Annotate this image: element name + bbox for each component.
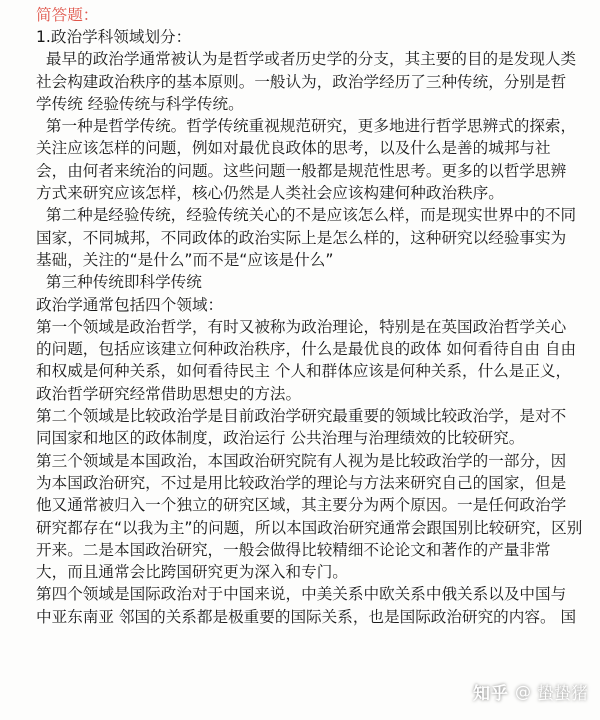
- document-body: [36, 4, 590, 628]
- text-line: 方式来研究应该怎样，核心仍然是人类社会应该构建何种政治秩序。: [36, 184, 504, 203]
- text-line: 政治哲学研究经常借助思想史的方法。: [36, 384, 302, 403]
- text-line: 同国家和地区的政体制度，政治运行 公共治理与治理绩效的比较研究。: [36, 429, 525, 448]
- text-line: 国家，不同城邦，不同政体的政治实际上是怎么样的，这种研究以经验事实为: [36, 228, 567, 247]
- text-line: 最早的政治学通常被认为是哲学或者历史学的分支，其主要的目的是发现人类: [36, 50, 577, 69]
- watermark-author: 蛰蛰猪: [537, 684, 588, 704]
- text-line: 和权威是何种关系，如何看待民主 个人和群体应该是何种关系，什么是正义，: [36, 362, 572, 381]
- text-line: 的问题，包括应该建立何种政治秩序，什么是最优良的政体 如何看待自由 自由: [36, 340, 577, 359]
- text-line: 学传统 经验传统与科学传统。: [36, 94, 244, 113]
- text-line: 第三种传统即科学传统: [36, 273, 202, 292]
- text-line: 政治学通常包括四个领域：: [36, 295, 224, 314]
- text-line: 1.政治学科领域划分：: [36, 28, 192, 46]
- watermark-brand: 知乎: [473, 684, 509, 704]
- text-line: 基础，关注的“是什么”而不是“应该是什么”: [36, 250, 334, 269]
- text-line: 第三个领域是本国政治，本国政治研究院有人视为是比较政治学的一部分，因: [36, 451, 567, 470]
- text-line: 第一种是哲学传统。哲学传统重视规范研究，更多地进行哲学思辨式的探索，: [36, 117, 577, 136]
- section-heading: 简答题：: [36, 6, 99, 24]
- document-text: [36, 26, 590, 628]
- text-line: 第一个领域是政治哲学，有时又被称为政治理论，特别是在英国政治哲学关心: [36, 317, 567, 336]
- zhihu-watermark: [473, 679, 588, 704]
- text-line: 会，由何者来统治的问题。这些问题一般都是规范性思考。更多的以哲学思辨: [36, 161, 567, 180]
- text-line: 关注应该怎样的问题，例如对最优良政体的思考，以及什么是善的城邦与社: [36, 139, 551, 158]
- text-line: 开来。二是本国政治研究，一般会做得比较精细不论论文和著作的产量非常: [36, 540, 551, 559]
- text-line: 第二种是经验传统，经验传统关心的不是应该怎么样，而是现实世界中的不同: [36, 206, 577, 225]
- text-line: 研究都存在“以我为主”的问题，所以本国政治研究通常会跟国别比较研究，区别: [36, 518, 583, 537]
- text-line: 中亚东南亚 邻国的关系都是极重要的国际关系，也是国际政治研究的内容。 国: [36, 607, 577, 626]
- text-line: 他又通常被归入一个独立的研究区域，其主要分为两个原因。一是任何政治学: [36, 496, 567, 515]
- text-line: 社会构建政治秩序的基本原则。一般认为，政治学经历了三种传统，分别是哲: [36, 72, 567, 91]
- text-line: 为本国政治研究，不过是用比较政治学的理论与方法来研究自己的国家，但是: [36, 473, 567, 492]
- watermark-separator: @: [515, 682, 531, 701]
- text-line: 第四个领域是国际政治对于中国来说，中美关系中欧关系中俄关系以及中国与: [36, 585, 567, 604]
- text-line: 大，而且通常会比跨国研究更为深入和专门。: [36, 563, 348, 582]
- text-line: 第二个领域是比较政治学是目前政治学研究最重要的领域比较政治学，是对不: [36, 407, 567, 426]
